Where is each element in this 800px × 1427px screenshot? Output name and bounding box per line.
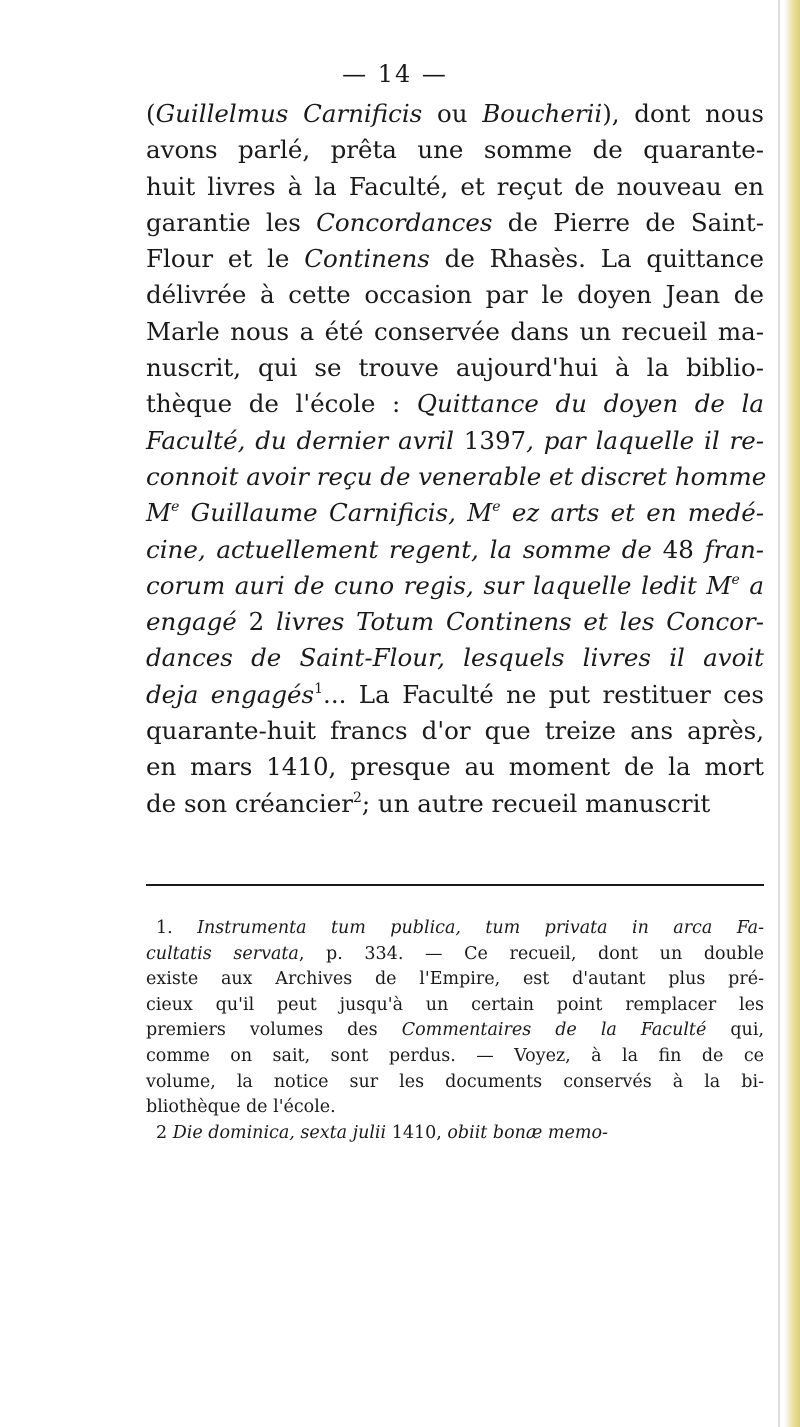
- footnote-line: [146, 1070, 764, 1096]
- body-text-segment: connoit avoir reçu de venerable et discret homme: [146, 461, 767, 491]
- body-line: [146, 495, 764, 531]
- body-text-segment: de Rhasès. La quittance: [429, 244, 764, 274]
- footnote-line: [146, 942, 764, 968]
- body-line: [146, 314, 764, 350]
- body-text-segment: engagé: [146, 607, 249, 637]
- footnote-text-segment: bliothèque de l'école.: [146, 1097, 336, 1118]
- footnote-text-segment: 1.: [156, 918, 198, 938]
- body-line: [146, 277, 764, 313]
- footnote-text-segment: 1410,: [391, 1122, 448, 1143]
- body-text-segment: Concordances: [316, 207, 493, 237]
- footnote-text-segment: Instrumenta tum publica, tum privata in arca Fa-: [197, 918, 764, 938]
- body-text-segment: de son créancier: [146, 788, 353, 818]
- page-edge-shadow: [778, 0, 780, 1427]
- body-text-segment: Continens: [304, 244, 430, 274]
- body-superscript: 2: [352, 789, 362, 806]
- footnote-text-segment: existe aux Archives de l'Empire, est d'autant plus pré-: [146, 969, 764, 990]
- body-text-segment: 2: [248, 607, 265, 637]
- body-line: [146, 713, 764, 749]
- body-line: [146, 604, 764, 640]
- footnote-text-segment: 2: [156, 1122, 173, 1143]
- body-text-segment: Faculté, du dernier avril: [146, 425, 464, 455]
- body-text-segment: ou: [422, 99, 483, 128]
- body-text-segment: 1397: [463, 425, 527, 455]
- body-text-segment: huit livres à la Faculté, et reçut de nouveau en: [146, 171, 764, 201]
- body-line: [146, 749, 764, 785]
- body-text-segment: ... La Faculté ne put restituer ces: [323, 679, 764, 709]
- body-text-segment: Flour et le: [146, 244, 305, 274]
- footnote-text-segment: obiit bonæ memo-: [447, 1122, 608, 1143]
- body-line: [146, 568, 764, 604]
- body-text-segment: M: [146, 498, 172, 528]
- footnote-line: [146, 1095, 764, 1121]
- footnote-text-segment: cieux qu'il peut jusqu'à un certain point remplacer les: [146, 994, 764, 1015]
- body-text-segment: Quittance du doyen de la: [416, 389, 764, 419]
- footnote-text-segment: Commentaires de la Faculté: [401, 1020, 707, 1041]
- body-text-segment: ; un autre recueil manuscrit: [361, 788, 711, 818]
- body-line: [146, 640, 764, 676]
- footnote-line: [146, 1044, 764, 1070]
- body-superscript: 1: [314, 680, 324, 697]
- body-line: [146, 132, 764, 168]
- body-text-segment: quarante-huit francs d'or que treize ans après,: [146, 716, 764, 746]
- body-text-segment: fran-: [693, 534, 765, 564]
- body-text-segment: (: [146, 99, 156, 128]
- body-line: [146, 386, 764, 422]
- body-line: [146, 677, 764, 713]
- body-text: [146, 96, 767, 822]
- page-edge: [784, 0, 800, 1427]
- body-text-segment: a: [739, 570, 765, 600]
- body-text-segment: livres Totum Continens et les Concor-: [264, 607, 764, 637]
- body-text-segment: ), dont nous: [602, 99, 764, 128]
- body-text-segment: deja engagés: [146, 679, 315, 709]
- body-text-segment: Guillaume Carnificis, M: [179, 498, 493, 528]
- footnote-line: [146, 1018, 764, 1044]
- body-superscript: e: [731, 571, 740, 588]
- body-line: [146, 96, 764, 132]
- body-text-segment: en mars 1410, presque au moment de la mort: [146, 752, 764, 782]
- body-line: [146, 205, 764, 241]
- body-superscript: e: [492, 499, 501, 516]
- body-text-segment: thèque de l'école :: [146, 389, 417, 419]
- body-text-segment: ez arts et en medé-: [500, 498, 764, 528]
- body-text-segment: nuscrit, qui se trouve aujourd'hui à la biblio-: [146, 353, 764, 383]
- body-text-segment: avons parlé, prêta une somme de quarante-: [146, 135, 764, 165]
- body-text-segment: , par laquelle il re-: [526, 425, 764, 455]
- footnote-separator: [146, 884, 764, 886]
- body-text-segment: garantie les: [146, 207, 317, 237]
- footnote-text-segment: cultatis servata: [146, 943, 299, 964]
- body-line: [146, 169, 764, 205]
- body-line: [146, 241, 764, 277]
- body-line: [146, 786, 764, 822]
- body-text-segment: délivrée à cette occasion par le doyen Jean de: [146, 280, 764, 310]
- footnote-text-segment: qui,: [706, 1020, 764, 1041]
- footnote-text-segment: comme on sait, sont perdus. — Voyez, à la fin de ce: [146, 1045, 764, 1066]
- footnote-text-segment: premiers volumes des: [146, 1020, 402, 1041]
- body-text-segment: corum auri de cuno regis, sur laquelle ledit M: [146, 570, 732, 600]
- footnote-text-segment: Die dominica, sexta julii: [172, 1122, 392, 1143]
- body-text-segment: Guillelmus Carnificis: [155, 99, 423, 128]
- footnotes: [146, 916, 764, 1146]
- footnote-line: [146, 993, 764, 1019]
- footnote-line: [146, 1121, 764, 1147]
- footnote-line: [146, 967, 764, 993]
- footnote-text-segment: , p. 334. — Ce recueil, dont un double: [298, 943, 764, 964]
- body-text-segment: dances de Saint-Flour, lesquels livres il avoit: [146, 643, 764, 673]
- body-line: [146, 423, 764, 459]
- page-number: — 14 —: [342, 60, 448, 88]
- body-text-segment: 48: [662, 534, 694, 564]
- body-text-segment: Boucherii: [482, 99, 603, 128]
- body-line: [146, 459, 767, 495]
- body-text-segment: cine, actuellement regent, la somme de: [146, 534, 663, 564]
- footnote-line: [146, 916, 764, 942]
- body-line: [146, 532, 764, 568]
- body-line: [146, 350, 764, 386]
- body-superscript: e: [171, 499, 180, 516]
- footnote-text-segment: volume, la notice sur les documents conservés à la bi-: [146, 1071, 764, 1092]
- body-text-segment: de Pierre de Saint-: [492, 207, 764, 237]
- body-text-segment: Marle nous a été conservée dans un recueil ma-: [146, 316, 764, 346]
